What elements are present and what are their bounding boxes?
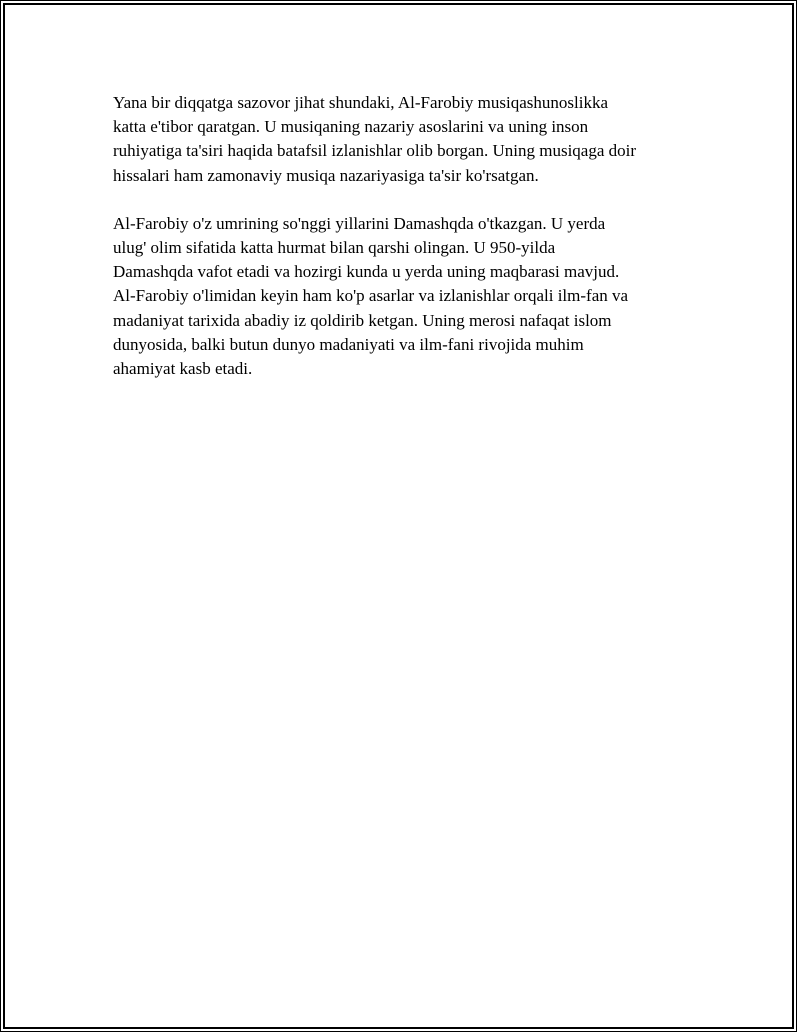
document-body [113, 91, 693, 405]
paragraph-2: Al-Farobiy o'z umrining so'nggi yillarini Damashqda o'tkazgan. U yerda ulug' olim sifatida katta hurmat bilan qarshi olingan. U 950-yilda Damashqda vafot etadi va hozirgi kunda u yerda uning maqbarasi mavjud. Al-Farobiy o'limidan keyin ham ko'p asarlar va izlanishlar orqali ilm-fan va madaniyat tarixida abadiy iz qoldirib ketgan. Uning merosi nafaqat islom dunyosida, balki butun dunyo madaniyati va ilm-fani rivojida muhim ahamiyat kasb etadi. [113, 213, 629, 379]
paragraph-1: Yana bir diqqatga sazovor jihat shundaki, Al-Farobiy musiqashunoslikka katta e'tibor qaratgan. U musiqaning nazariy asoslarini va uning inson ruhiyatiga ta'siri haqida batafsil izlanishlar olib borgan. Uning musiqaga doir hissalari ham zamonaviy musiqa nazariyasiga ta'sir ko'rsatgan. [113, 93, 637, 185]
